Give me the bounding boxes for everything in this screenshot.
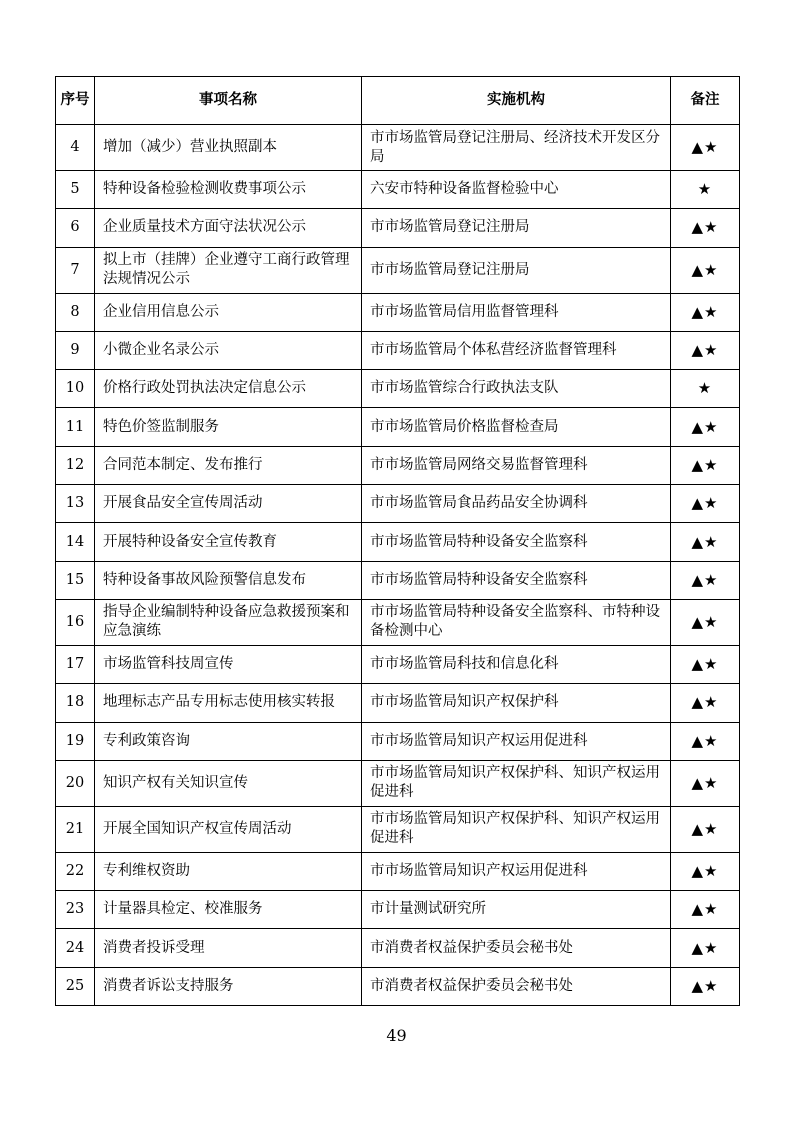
row-note: ▲★ [671,852,740,890]
row-name: 知识产权有关知识宣传 [95,760,362,806]
row-name: 专利政策咨询 [95,722,362,760]
row-name: 专利维权资助 [95,852,362,890]
table-row [56,806,740,852]
row-note: ▲★ [671,523,740,561]
row-agency: 市市场监管局信用监督管理科 [362,293,671,331]
row-num: 25 [56,967,95,1005]
row-name: 消费者诉讼支持服务 [95,967,362,1005]
table-row [56,599,740,645]
row-num: 11 [56,408,95,446]
table-row [56,331,740,369]
table-row [56,929,740,967]
row-note: ▲★ [671,247,740,293]
row-note: ▲★ [671,891,740,929]
row-num: 16 [56,599,95,645]
row-num: 24 [56,929,95,967]
row-num: 23 [56,891,95,929]
page-number: 49 [386,1026,407,1045]
row-agency: 市消费者权益保护委员会秘书处 [362,967,671,1005]
row-agency: 市市场监管局食品药品安全协调科 [362,485,671,523]
table-row [56,722,740,760]
row-num: 4 [56,125,95,171]
row-name: 开展全国知识产权宣传周活动 [95,806,362,852]
table-header-row [56,77,740,125]
row-agency: 市市场监管局知识产权保护科、知识产权运用促进科 [362,760,671,806]
row-agency: 市市场监管局登记注册局 [362,247,671,293]
row-agency: 市市场监管局知识产权运用促进科 [362,722,671,760]
row-agency: 市市场监管局登记注册局 [362,209,671,247]
row-note: ▲★ [671,209,740,247]
row-note: ▲★ [671,485,740,523]
table-row [56,370,740,408]
row-agency: 市市场监管局个体私营经济监督管理科 [362,331,671,369]
row-name: 合同范本制定、发布推行 [95,446,362,484]
header-num: 序号 [56,77,95,125]
row-note: ▲★ [671,599,740,645]
row-num: 6 [56,209,95,247]
row-note: ▲★ [671,293,740,331]
row-name: 消费者投诉受理 [95,929,362,967]
row-num: 13 [56,485,95,523]
table-row [56,852,740,890]
row-num: 20 [56,760,95,806]
table-row [56,523,740,561]
row-agency: 市消费者权益保护委员会秘书处 [362,929,671,967]
table-row [56,293,740,331]
row-agency: 六安市特种设备监督检验中心 [362,171,671,209]
row-agency: 市市场监管局特种设备安全监察科 [362,523,671,561]
row-name: 特种设备检验检测收费事项公示 [95,171,362,209]
row-num: 22 [56,852,95,890]
row-note: ★ [671,171,740,209]
row-note: ▲★ [671,331,740,369]
table-row [56,209,740,247]
row-num: 9 [56,331,95,369]
row-num: 10 [56,370,95,408]
row-name: 拟上市（挂牌）企业遵守工商行政管理法规情况公示 [95,247,362,293]
row-agency: 市市场监管局特种设备安全监察科、市特种设备检测中心 [362,599,671,645]
table-row [56,247,740,293]
row-name: 价格行政处罚执法决定信息公示 [95,370,362,408]
row-note: ▲★ [671,684,740,722]
service-table-container [55,76,739,1006]
row-name: 开展食品安全宣传周活动 [95,485,362,523]
table-row [56,408,740,446]
row-agency: 市市场监管局价格监督检查局 [362,408,671,446]
row-note: ▲★ [671,645,740,683]
service-table [55,76,740,1006]
row-note: ▲★ [671,408,740,446]
table-row [56,645,740,683]
row-note: ▲★ [671,722,740,760]
row-num: 21 [56,806,95,852]
row-num: 7 [56,247,95,293]
row-note: ▲★ [671,967,740,1005]
table-row [56,125,740,171]
row-agency: 市市场监管综合行政执法支队 [362,370,671,408]
table-row [56,446,740,484]
table-row [56,684,740,722]
row-note: ▲★ [671,806,740,852]
row-agency: 市市场监管局网络交易监督管理科 [362,446,671,484]
table-row [56,561,740,599]
row-name: 市场监管科技周宣传 [95,645,362,683]
row-note: ▲★ [671,125,740,171]
row-note: ▲★ [671,760,740,806]
row-name: 特种设备事故风险预警信息发布 [95,561,362,599]
row-name: 指导企业编制特种设备应急救援预案和应急演练 [95,599,362,645]
row-num: 17 [56,645,95,683]
row-num: 8 [56,293,95,331]
row-name: 企业质量技术方面守法状况公示 [95,209,362,247]
row-agency: 市市场监管局特种设备安全监察科 [362,561,671,599]
row-num: 12 [56,446,95,484]
row-name: 开展特种设备安全宣传教育 [95,523,362,561]
row-name: 企业信用信息公示 [95,293,362,331]
table-row [56,760,740,806]
row-name: 地理标志产品专用标志使用核实转报 [95,684,362,722]
row-agency: 市市场监管局知识产权保护科、知识产权运用促进科 [362,806,671,852]
row-name: 小微企业名录公示 [95,331,362,369]
row-num: 15 [56,561,95,599]
row-agency: 市市场监管局知识产权保护科 [362,684,671,722]
table-row [56,485,740,523]
row-note: ▲★ [671,561,740,599]
row-agency: 市市场监管局科技和信息化科 [362,645,671,683]
row-note: ▲★ [671,446,740,484]
table-row [56,891,740,929]
row-note: ▲★ [671,929,740,967]
row-agency: 市市场监管局知识产权运用促进科 [362,852,671,890]
row-agency: 市计量测试研究所 [362,891,671,929]
row-name: 增加（减少）营业执照副本 [95,125,362,171]
row-name: 计量器具检定、校准服务 [95,891,362,929]
table-row [56,171,740,209]
row-name: 特色价签监制服务 [95,408,362,446]
row-num: 19 [56,722,95,760]
header-name: 事项名称 [95,77,362,125]
header-note: 备注 [671,77,740,125]
row-num: 14 [56,523,95,561]
row-num: 18 [56,684,95,722]
row-num: 5 [56,171,95,209]
table-row [56,967,740,1005]
header-agency: 实施机构 [362,77,671,125]
row-agency: 市市场监管局登记注册局、经济技术开发区分局 [362,125,671,171]
row-note: ★ [671,370,740,408]
